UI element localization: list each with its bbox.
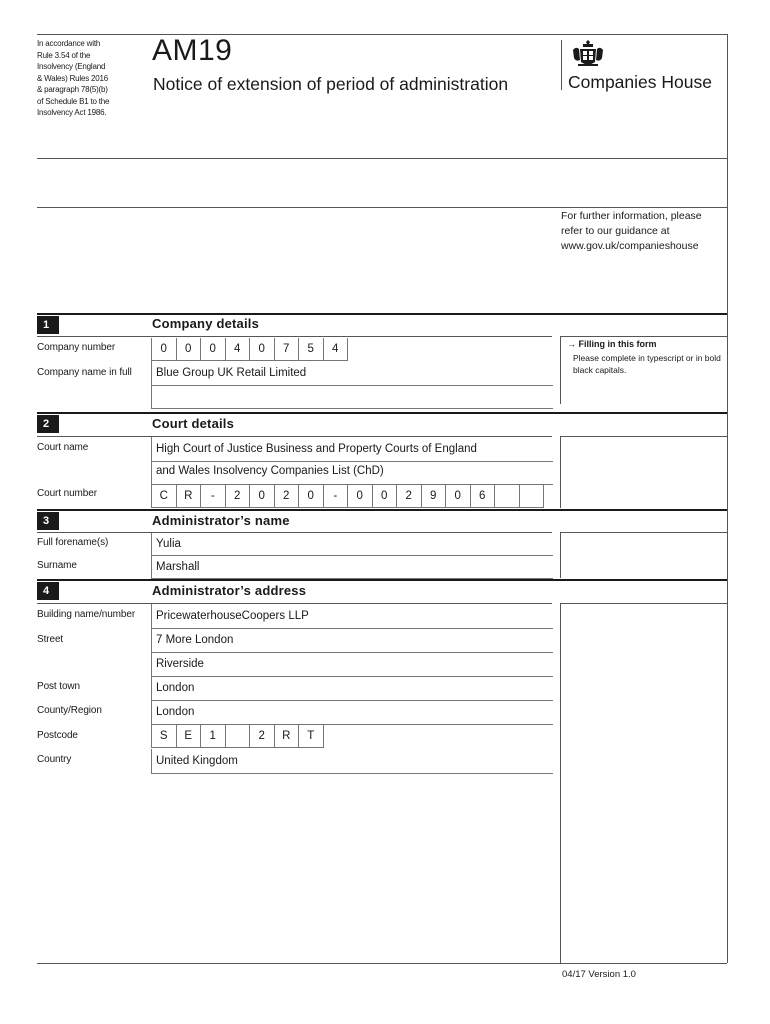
building-value: PricewaterhouseCoopers LLP <box>156 610 309 622</box>
street-field-2[interactable] <box>151 653 553 677</box>
digit-cell[interactable]: 7 <box>275 338 300 360</box>
post-town-label: Post town <box>37 681 81 692</box>
section-rule <box>37 313 727 315</box>
company-number-field[interactable] <box>151 338 348 361</box>
postcode-field[interactable] <box>151 725 324 748</box>
digit-cell[interactable]: 4 <box>324 338 349 360</box>
section-rule <box>37 412 727 414</box>
char-cell[interactable]: C <box>152 485 177 507</box>
legal-basis-line: & paragraph 78(5)(b) <box>37 85 108 94</box>
section-number: 1 <box>37 316 59 334</box>
post-town-value: London <box>156 682 195 694</box>
char-cell[interactable]: 2 <box>226 485 251 507</box>
sidebar-rule <box>560 336 727 337</box>
surname-field[interactable] <box>151 556 553 579</box>
post-town-field[interactable] <box>151 677 553 701</box>
county-field[interactable] <box>151 701 553 725</box>
char-cell[interactable]: R <box>275 725 300 747</box>
sidebar-rule <box>560 532 727 533</box>
forename-label: Full forename(s) <box>37 537 109 548</box>
country-label: Country <box>37 754 72 765</box>
street-value-1: 7 More London <box>156 634 234 646</box>
sidebar-rule <box>560 603 727 604</box>
char-cell[interactable]: 1 <box>201 725 226 747</box>
surname-label: Surname <box>37 560 77 571</box>
form-code: AM19 <box>152 34 233 67</box>
county-label: County/Region <box>37 705 102 716</box>
digit-cell[interactable]: 0 <box>250 338 275 360</box>
guidance-line: For further information, please <box>561 210 702 222</box>
sidebar-divider <box>560 336 561 404</box>
char-cell[interactable]: 9 <box>422 485 447 507</box>
bottom-rule <box>37 963 727 964</box>
legal-basis-text <box>37 38 137 119</box>
top-rule <box>37 34 727 35</box>
char-cell[interactable]: - <box>201 485 226 507</box>
char-cell[interactable]: 0 <box>446 485 471 507</box>
company-number-label: Company number <box>37 342 116 353</box>
section-title: Company details <box>152 316 260 331</box>
right-margin-rule <box>727 34 728 963</box>
section-number: 4 <box>37 582 59 600</box>
court-name-line-1: High Court of Justice Business and Property Courts of England <box>156 443 477 455</box>
filling-heading: → Filling in this form <box>567 339 657 349</box>
legal-basis-line: Insolvency (England <box>37 62 106 71</box>
surname-value: Marshall <box>156 561 200 573</box>
char-cell[interactable]: R <box>177 485 202 507</box>
char-cell[interactable] <box>495 485 520 507</box>
section-title: Administrator’s address <box>152 583 307 598</box>
company-name-label: Company name in full <box>37 367 132 378</box>
forename-field[interactable] <box>151 533 553 556</box>
court-number-label: Court number <box>37 488 97 499</box>
digit-cell[interactable]: 0 <box>152 338 177 360</box>
char-cell[interactable]: - <box>324 485 349 507</box>
char-cell[interactable]: 0 <box>250 485 275 507</box>
header-rule <box>37 158 727 159</box>
street-value-2: Riverside <box>156 658 204 670</box>
forename-value: Yulia <box>156 538 181 550</box>
legal-basis-line: Rule 3.54 of the <box>37 50 91 60</box>
section-title: Court details <box>152 416 235 431</box>
digit-cell[interactable]: 5 <box>299 338 324 360</box>
char-cell[interactable]: 0 <box>348 485 373 507</box>
section-title: Administrator’s name <box>152 513 290 528</box>
legal-basis-line: & Wales) Rules 2016 <box>37 73 109 83</box>
version-label: 04/17 Version 1.0 <box>562 969 636 980</box>
form-title: Notice of extension of period of administration <box>153 74 509 94</box>
legal-basis-line: of Schedule B1 to the <box>37 96 110 106</box>
digit-cell[interactable]: 4 <box>226 338 251 360</box>
char-cell[interactable]: 0 <box>373 485 398 507</box>
guidance-line: www.gov.uk/companieshouse <box>561 240 699 252</box>
header-rule <box>37 207 727 208</box>
legal-basis-line: In accordance with <box>37 39 101 48</box>
guidance-line: refer to our guidance at <box>561 225 670 237</box>
court-name-label: Court name <box>37 442 89 453</box>
sidebar-divider <box>560 532 561 578</box>
street-label: Street <box>37 634 64 645</box>
filling-body: Please complete in typescript or in bold black capitals. <box>573 353 721 375</box>
postcode-label: Postcode <box>37 730 78 741</box>
section-rule <box>37 509 727 511</box>
section-rule <box>37 579 727 581</box>
guidance-info <box>561 209 731 254</box>
company-name-value: Blue Group UK Retail Limited <box>156 367 307 379</box>
companies-house-brand: Companies House <box>568 72 712 92</box>
court-name-line-2: and Wales Insolvency Companies List (ChD) <box>156 465 384 477</box>
country-value: United Kingdom <box>156 755 238 767</box>
legal-basis-line: Insolvency Act 1986. <box>37 108 107 117</box>
row-rule <box>37 336 552 337</box>
digit-cell[interactable]: 0 <box>201 338 226 360</box>
char-cell[interactable] <box>520 485 545 507</box>
char-cell[interactable]: T <box>299 725 324 747</box>
char-cell[interactable]: 6 <box>471 485 496 507</box>
digit-cell[interactable]: 0 <box>177 338 202 360</box>
court-number-field[interactable] <box>151 485 544 508</box>
company-name-field-2[interactable] <box>151 386 553 409</box>
sidebar-rule <box>560 436 727 437</box>
char-cell[interactable]: 2 <box>250 725 275 747</box>
char-cell[interactable] <box>226 725 251 747</box>
sidebar-divider <box>560 436 561 508</box>
char-cell[interactable]: S <box>152 725 177 747</box>
char-cell[interactable]: E <box>177 725 202 747</box>
royal-crest-icon <box>570 40 606 68</box>
building-label: Building name/number <box>37 609 136 620</box>
section-number: 3 <box>37 512 59 530</box>
char-cell[interactable]: 2 <box>275 485 300 507</box>
logo-divider <box>561 40 562 90</box>
section-number: 2 <box>37 415 59 433</box>
char-cell[interactable]: 2 <box>397 485 422 507</box>
sidebar-divider <box>560 603 561 963</box>
county-value: London <box>156 706 195 718</box>
char-cell[interactable]: 0 <box>299 485 324 507</box>
